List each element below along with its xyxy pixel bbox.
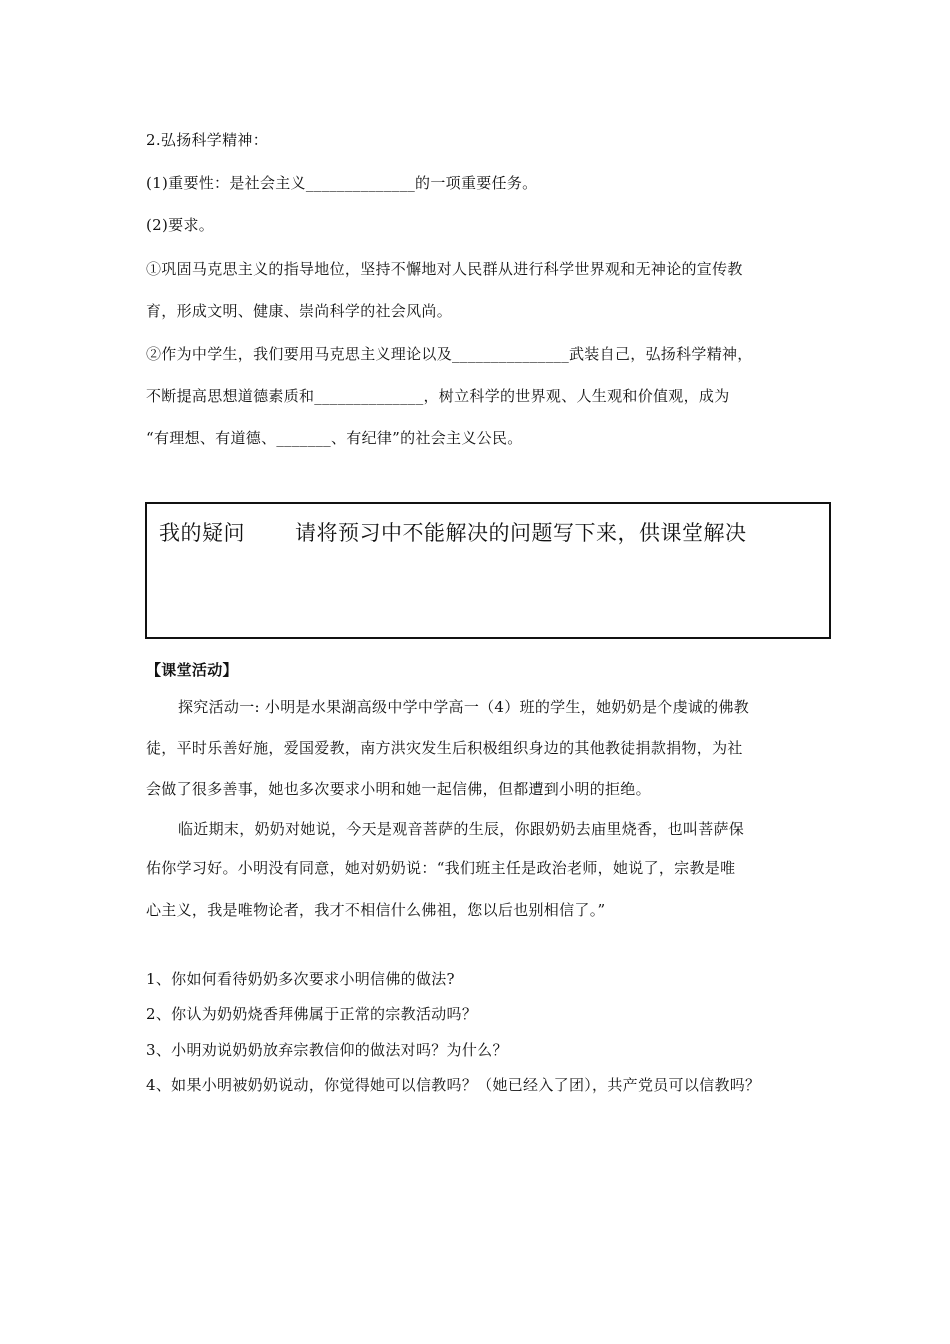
activity-para2-line2: 佑你学习好。小明没有同意，她对奶奶说：“我们班主任是政治老师，她说了，宗教是唯: [146, 859, 736, 877]
activity-para1-line1: 探究活动一: 小明是水果湖高级中学中学高一（4）班的学生，她奶奶是个虔诚的佛教: [178, 698, 750, 716]
question-item-3: 3、小明劝说奶奶放弃宗教信仰的做法对吗？为什么？: [146, 1041, 508, 1059]
importance-item: (1)重要性：是社会主义______________的一项重要任务。: [146, 174, 538, 192]
activity-para2-line3: 心主义，我是唯物论者，我才不相信什么佛祖，您以后也别相信了。”: [146, 901, 606, 919]
point2-line1: ②作为中学生，我们要用马克思主义理论以及_______________武装自己，弘扬科学精神，: [146, 345, 753, 363]
point1-line1: ①巩固马克思主义的指导地位，坚持不懈地对人民群从进行科学世界观和无神论的宣传教: [146, 260, 743, 278]
question-item-4: 4、如果小明被奶奶说动，你觉得她可以信教吗？（她已经入了团），共产党员可以信教吗？: [146, 1076, 761, 1094]
activity-para2-line1: 临近期末，奶奶对她说，今天是观音菩萨的生辰，你跟奶奶去庙里烧香，也叫菩萨保: [178, 820, 745, 838]
activity-heading: 【课堂活动】: [146, 661, 238, 679]
point2-line2: 不断提高思想道德素质和______________，树立科学的世界观、人生观和价值观，成为: [146, 387, 730, 405]
point2-line3: “有理想、有道德、_______、有纪律”的社会主义公民。: [146, 429, 523, 447]
section2-heading: 2.弘扬科学精神：: [146, 131, 269, 149]
question-box: [145, 502, 831, 639]
point1-line2: 育，形成文明、健康、崇尚科学的社会风尚。: [146, 302, 453, 320]
question-item-1: 1、你如何看待奶奶多次要求小明信佛的做法?: [146, 970, 455, 988]
question-item-2: 2、你认为奶奶烧香拜佛属于正常的宗教活动吗？: [146, 1005, 478, 1023]
activity-para1-line3: 会做了很多善事，她也多次要求小明和她一起信佛，但都遭到小明的拒绝。: [146, 780, 651, 798]
activity-para1-line2: 徒，平时乐善好施，爱国爱教，南方洪灾发生后积极组织身边的其他教徒捐款捐物，为社: [146, 739, 743, 757]
question-box-hint: 请将预习中不能解决的问题写下来，供课堂解决: [295, 521, 747, 545]
question-box-title: 我的疑问: [159, 521, 245, 545]
requirements-item: (2)要求。: [146, 216, 215, 234]
